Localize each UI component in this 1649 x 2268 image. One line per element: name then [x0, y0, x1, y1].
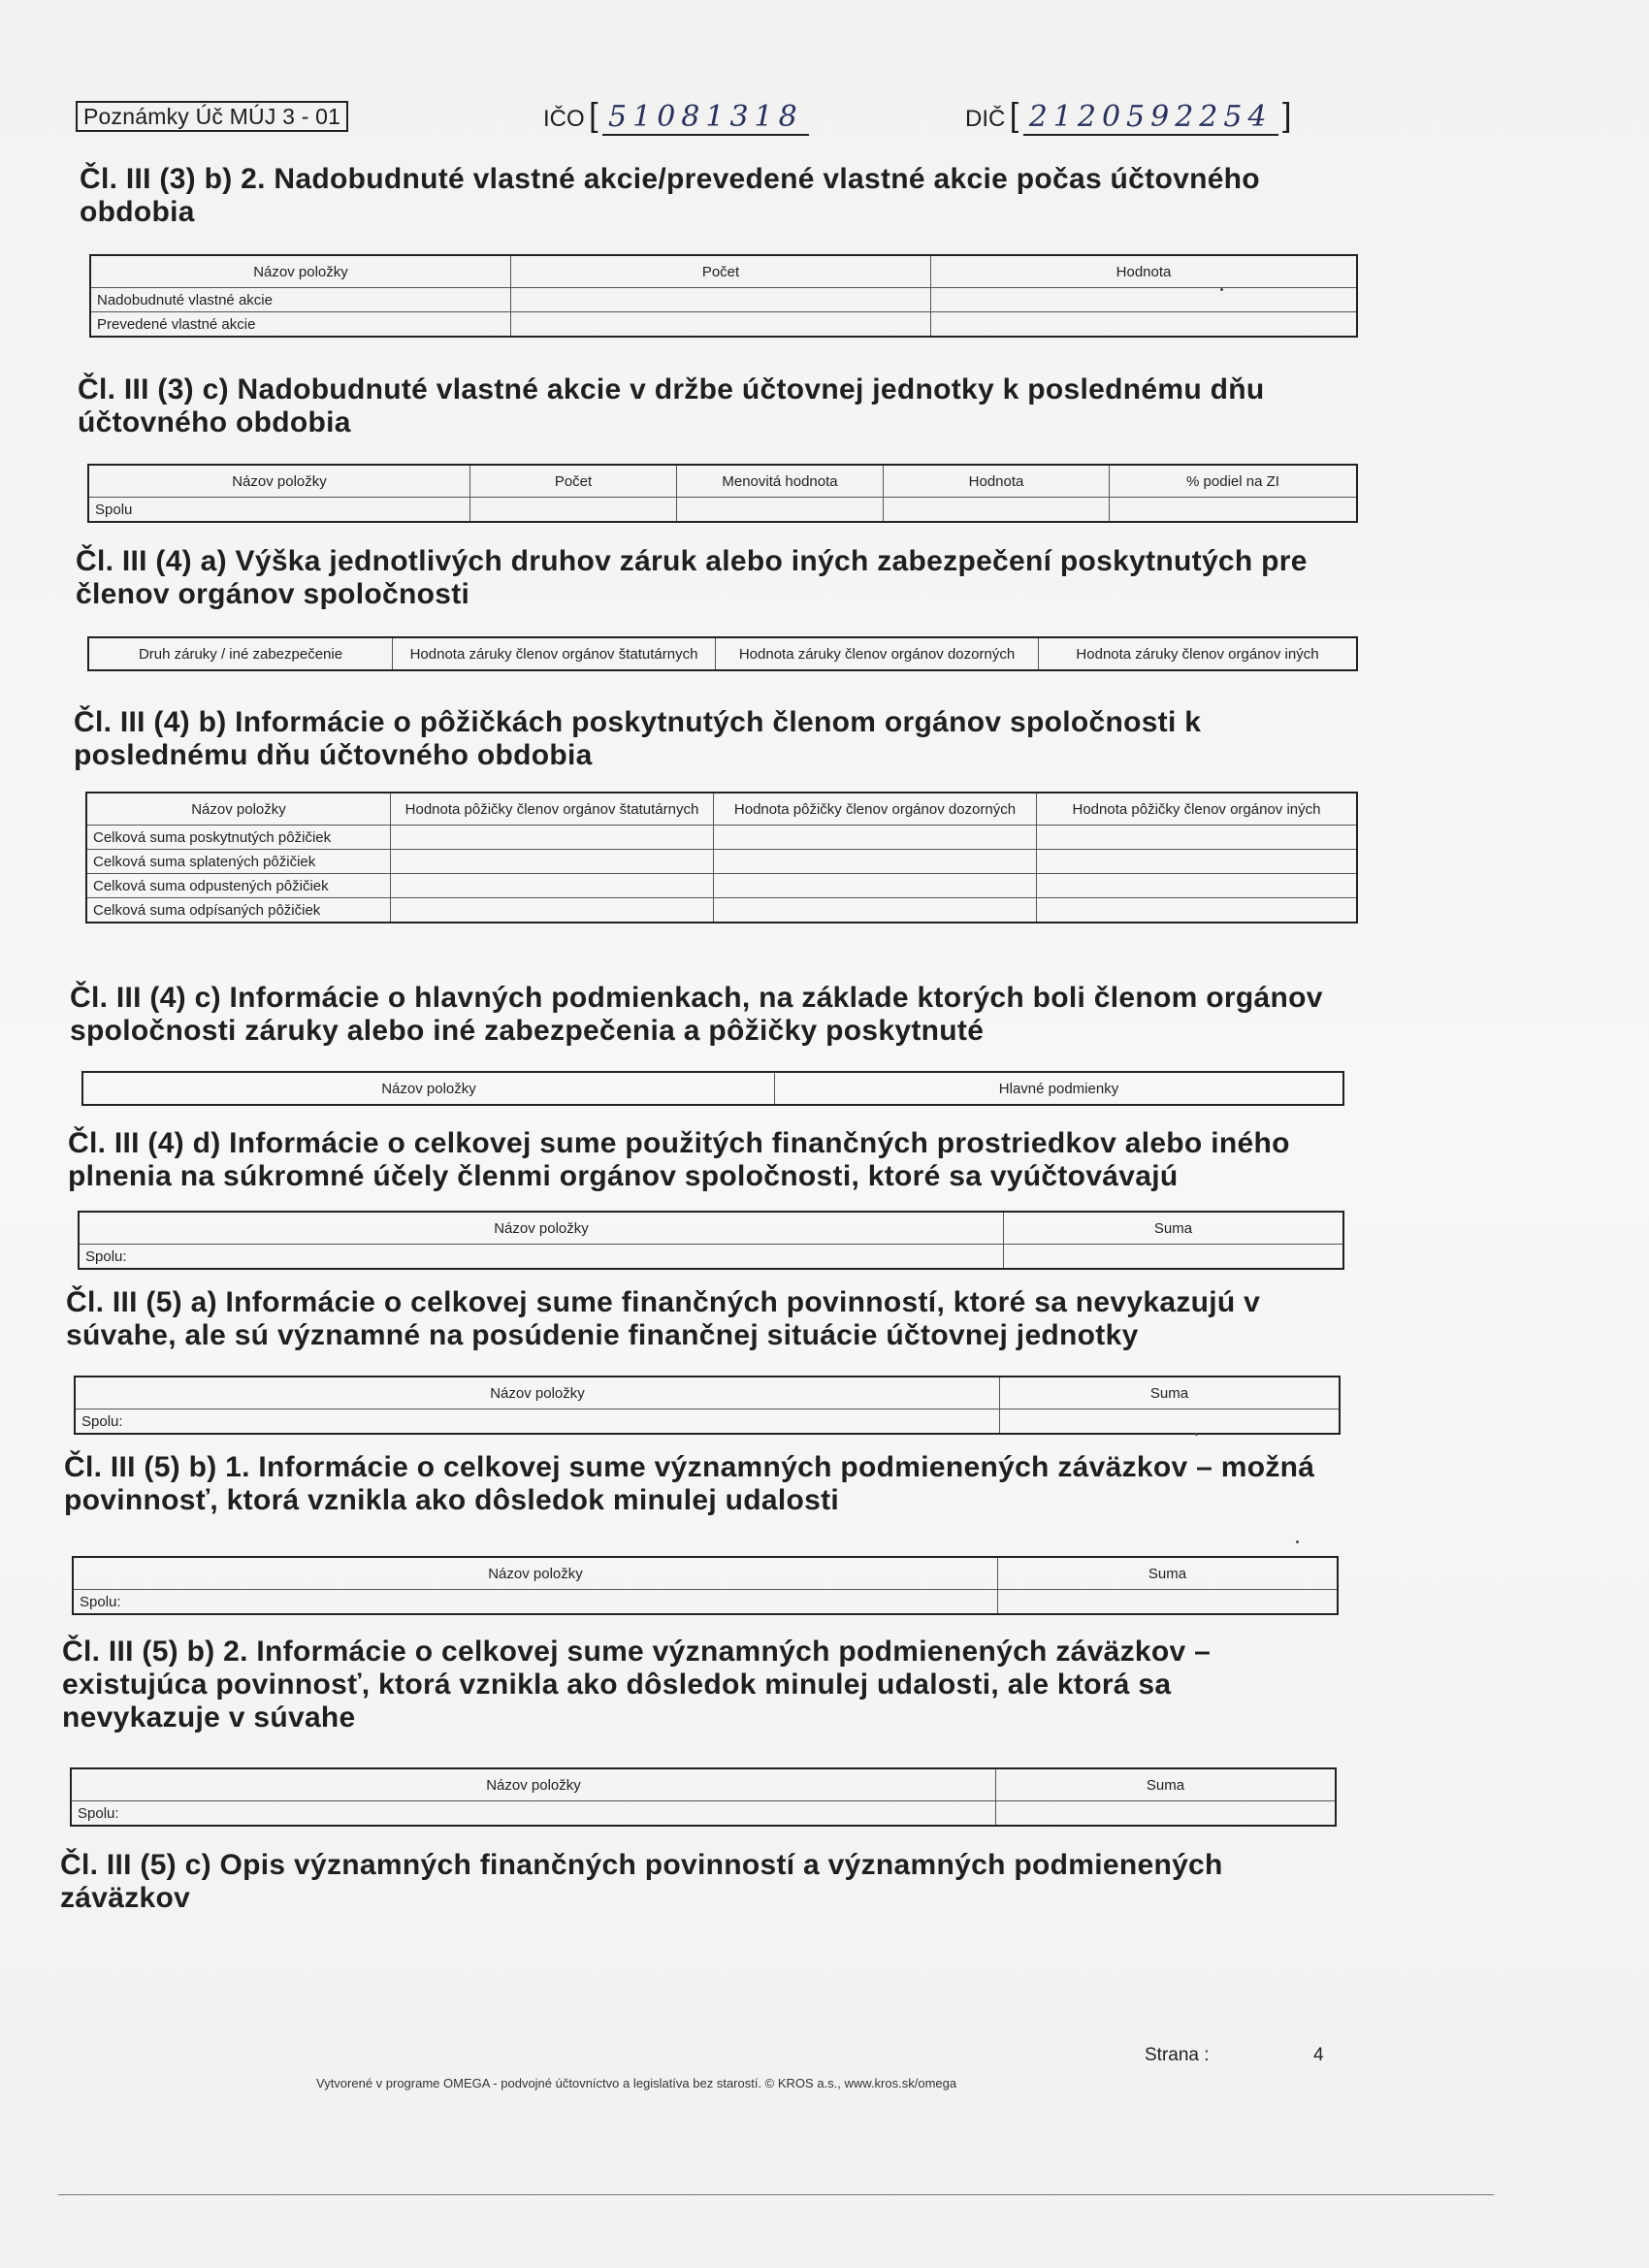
dic-open-bracket: [ — [1009, 97, 1019, 134]
section-title: Čl. III (5) a) Informácie o celkovej sume finančných povinností, ktoré sa nevykazujú v súvahe, ale sú významné na posúdenie finančnej situácie účtovnej jednotky — [66, 1286, 1261, 1351]
scan-speck — [1195, 1433, 1198, 1436]
dic-group — [965, 97, 1291, 135]
col-header: Hodnota pôžičky členov orgánov štatutárnych — [391, 793, 714, 826]
row-label: Celková suma odpustených pôžičiek — [86, 874, 391, 898]
table-cell — [1000, 1409, 1341, 1435]
table-cell — [391, 850, 714, 874]
table-cell — [391, 874, 714, 898]
col-header: Názov položky — [88, 465, 470, 498]
row-label: Spolu: — [73, 1590, 998, 1615]
table-row — [90, 312, 1357, 338]
col-header: Hodnota záruky členov orgánov iných — [1039, 637, 1358, 670]
col-header: Suma — [998, 1557, 1339, 1590]
row-label: Spolu: — [79, 1245, 1004, 1270]
page-label: Strana : — [1145, 2045, 1210, 2065]
row-label: Prevedené vlastné akcie — [90, 312, 511, 338]
ico-label: IČO — [543, 106, 585, 132]
table-row — [86, 898, 1357, 923]
table-cell — [931, 288, 1358, 312]
table-row — [90, 288, 1357, 312]
table-row — [73, 1590, 1338, 1615]
table-cell — [714, 850, 1037, 874]
dic-close-bracket: ] — [1282, 97, 1292, 134]
table-row — [86, 850, 1357, 874]
table-cell — [714, 826, 1037, 850]
section-title: Čl. III (4) c) Informácie o hlavných podmienkach, na základe ktorých boli členom orgánov spoločnosti záruky alebo iné zabezpečenia a pôžičky poskytnuté — [70, 982, 1323, 1047]
table-cell — [1037, 850, 1358, 874]
page-number: 4 — [1313, 2045, 1324, 2065]
col-header: Hodnota — [931, 255, 1358, 288]
table-cell — [998, 1590, 1339, 1615]
table-cell — [677, 498, 884, 523]
section-title: Čl. III (4) b) Informácie o pôžičkách poskytnutých členom orgánov spoločnosti k poslednému dňu účtovného obdobia — [74, 706, 1202, 771]
col-header: Hodnota záruky členov orgánov štatutárnych — [393, 637, 716, 670]
col-header: Hodnota záruky členov orgánov dozorných — [716, 637, 1039, 670]
col-header: Názov položky — [73, 1557, 998, 1590]
form-table — [87, 464, 1358, 523]
form-table — [78, 1211, 1344, 1270]
section-title: Čl. III (4) a) Výška jednotlivých druhov záruk alebo iných zabezpečení poskytnutých pre členov orgánov spoločnosti — [76, 545, 1308, 610]
col-header: Hodnota pôžičky členov orgánov iných — [1037, 793, 1358, 826]
table-row — [75, 1409, 1340, 1435]
row-label: Spolu — [88, 498, 470, 523]
table-cell — [391, 898, 714, 923]
section-title: Čl. III (5) b) 2. Informácie o celkovej sume významných podmienených záväzkov – existujúca povinnosť, ktorá vznikla ako dôsledok minulej udalosti, ale ktorá sa nevykazuje v súvahe — [62, 1636, 1212, 1733]
ico-value: 51081318 — [602, 100, 809, 136]
table-row — [86, 826, 1357, 850]
table-cell — [391, 826, 714, 850]
bottom-rule — [58, 2194, 1494, 2195]
table-cell — [1037, 898, 1358, 923]
form-table — [89, 254, 1358, 338]
section-title: Čl. III (5) b) 1. Informácie o celkovej sume významných podmienených záväzkov – možná povinnosť, ktorá vznikla ako dôsledok minulej udalosti — [64, 1451, 1315, 1516]
col-header: Názov položky — [90, 255, 511, 288]
table-cell — [511, 288, 931, 312]
col-header: Suma — [996, 1768, 1337, 1801]
dic-value: 2120592254 — [1023, 100, 1278, 136]
section-title: Čl. III (5) c) Opis významných finančných povinností a významných podmienených záväzkov — [60, 1849, 1223, 1914]
scan-speck — [1296, 1540, 1299, 1543]
form-label: Poznámky Úč MÚJ 3 - 01 — [76, 101, 348, 132]
table-cell — [714, 898, 1037, 923]
row-label: Celková suma poskytnutých pôžičiek — [86, 826, 391, 850]
row-label: Celková suma splatených pôžičiek — [86, 850, 391, 874]
ico-open-bracket: [ — [589, 97, 598, 134]
table-cell — [714, 874, 1037, 898]
ico-group — [543, 97, 809, 135]
col-header: Názov položky — [71, 1768, 996, 1801]
row-label: Nadobudnuté vlastné akcie — [90, 288, 511, 312]
form-table — [85, 792, 1358, 923]
form-table — [81, 1071, 1344, 1106]
table-row — [86, 874, 1357, 898]
form-table — [74, 1376, 1341, 1435]
col-header: Menovitá hodnota — [677, 465, 884, 498]
table-cell — [1110, 498, 1358, 523]
col-header: Počet — [470, 465, 677, 498]
table-row — [88, 498, 1357, 523]
table-cell — [511, 312, 931, 338]
col-header: Suma — [1004, 1212, 1344, 1245]
generator-note: Vytvorené v programe OMEGA - podvojné účtovníctvo a legislatíva bez starostí. © KROS a.s., www.kros.sk/omega — [316, 2076, 957, 2090]
table-cell — [1004, 1245, 1344, 1270]
row-label: Celková suma odpísaných pôžičiek — [86, 898, 391, 923]
col-header: Druh záruky / iné zabezpečenie — [88, 637, 393, 670]
col-header: Hlavné podmienky — [775, 1072, 1344, 1105]
dic-label: DIČ — [965, 106, 1006, 132]
col-header: Hodnota — [884, 465, 1110, 498]
section-title: Čl. III (3) b) 2. Nadobudnuté vlastné akcie/prevedené vlastné akcie počas účtovného obdobia — [80, 163, 1260, 228]
col-header: Názov položky — [79, 1212, 1004, 1245]
form-table — [87, 636, 1358, 671]
table-cell — [1037, 874, 1358, 898]
section-title: Čl. III (3) c) Nadobudnuté vlastné akcie v držbe účtovnej jednotky k poslednému dňu účtovného obdobia — [78, 373, 1265, 438]
row-label: Spolu: — [75, 1409, 1000, 1435]
table-cell — [931, 312, 1358, 338]
form-table — [70, 1767, 1337, 1827]
section-title: Čl. III (4) d) Informácie o celkovej sume použitých finančných prostriedkov alebo iného plnenia na súkromné účely členmi orgánov spoločnosti, ktoré sa vyúčtovávajú — [68, 1127, 1290, 1192]
table-row — [79, 1245, 1343, 1270]
table-cell — [884, 498, 1110, 523]
col-header: Názov položky — [82, 1072, 775, 1105]
col-header: Počet — [511, 255, 931, 288]
table-cell — [996, 1801, 1337, 1827]
col-header: Hodnota pôžičky členov orgánov dozorných — [714, 793, 1037, 826]
table-cell — [470, 498, 677, 523]
col-header: Názov položky — [86, 793, 391, 826]
col-header: Suma — [1000, 1377, 1341, 1409]
col-header: Názov položky — [75, 1377, 1000, 1409]
form-table — [72, 1556, 1339, 1615]
row-label: Spolu: — [71, 1801, 996, 1827]
scan-speck — [1220, 288, 1223, 291]
col-header: % podiel na ZI — [1110, 465, 1358, 498]
table-cell — [1037, 826, 1358, 850]
table-row — [71, 1801, 1336, 1827]
